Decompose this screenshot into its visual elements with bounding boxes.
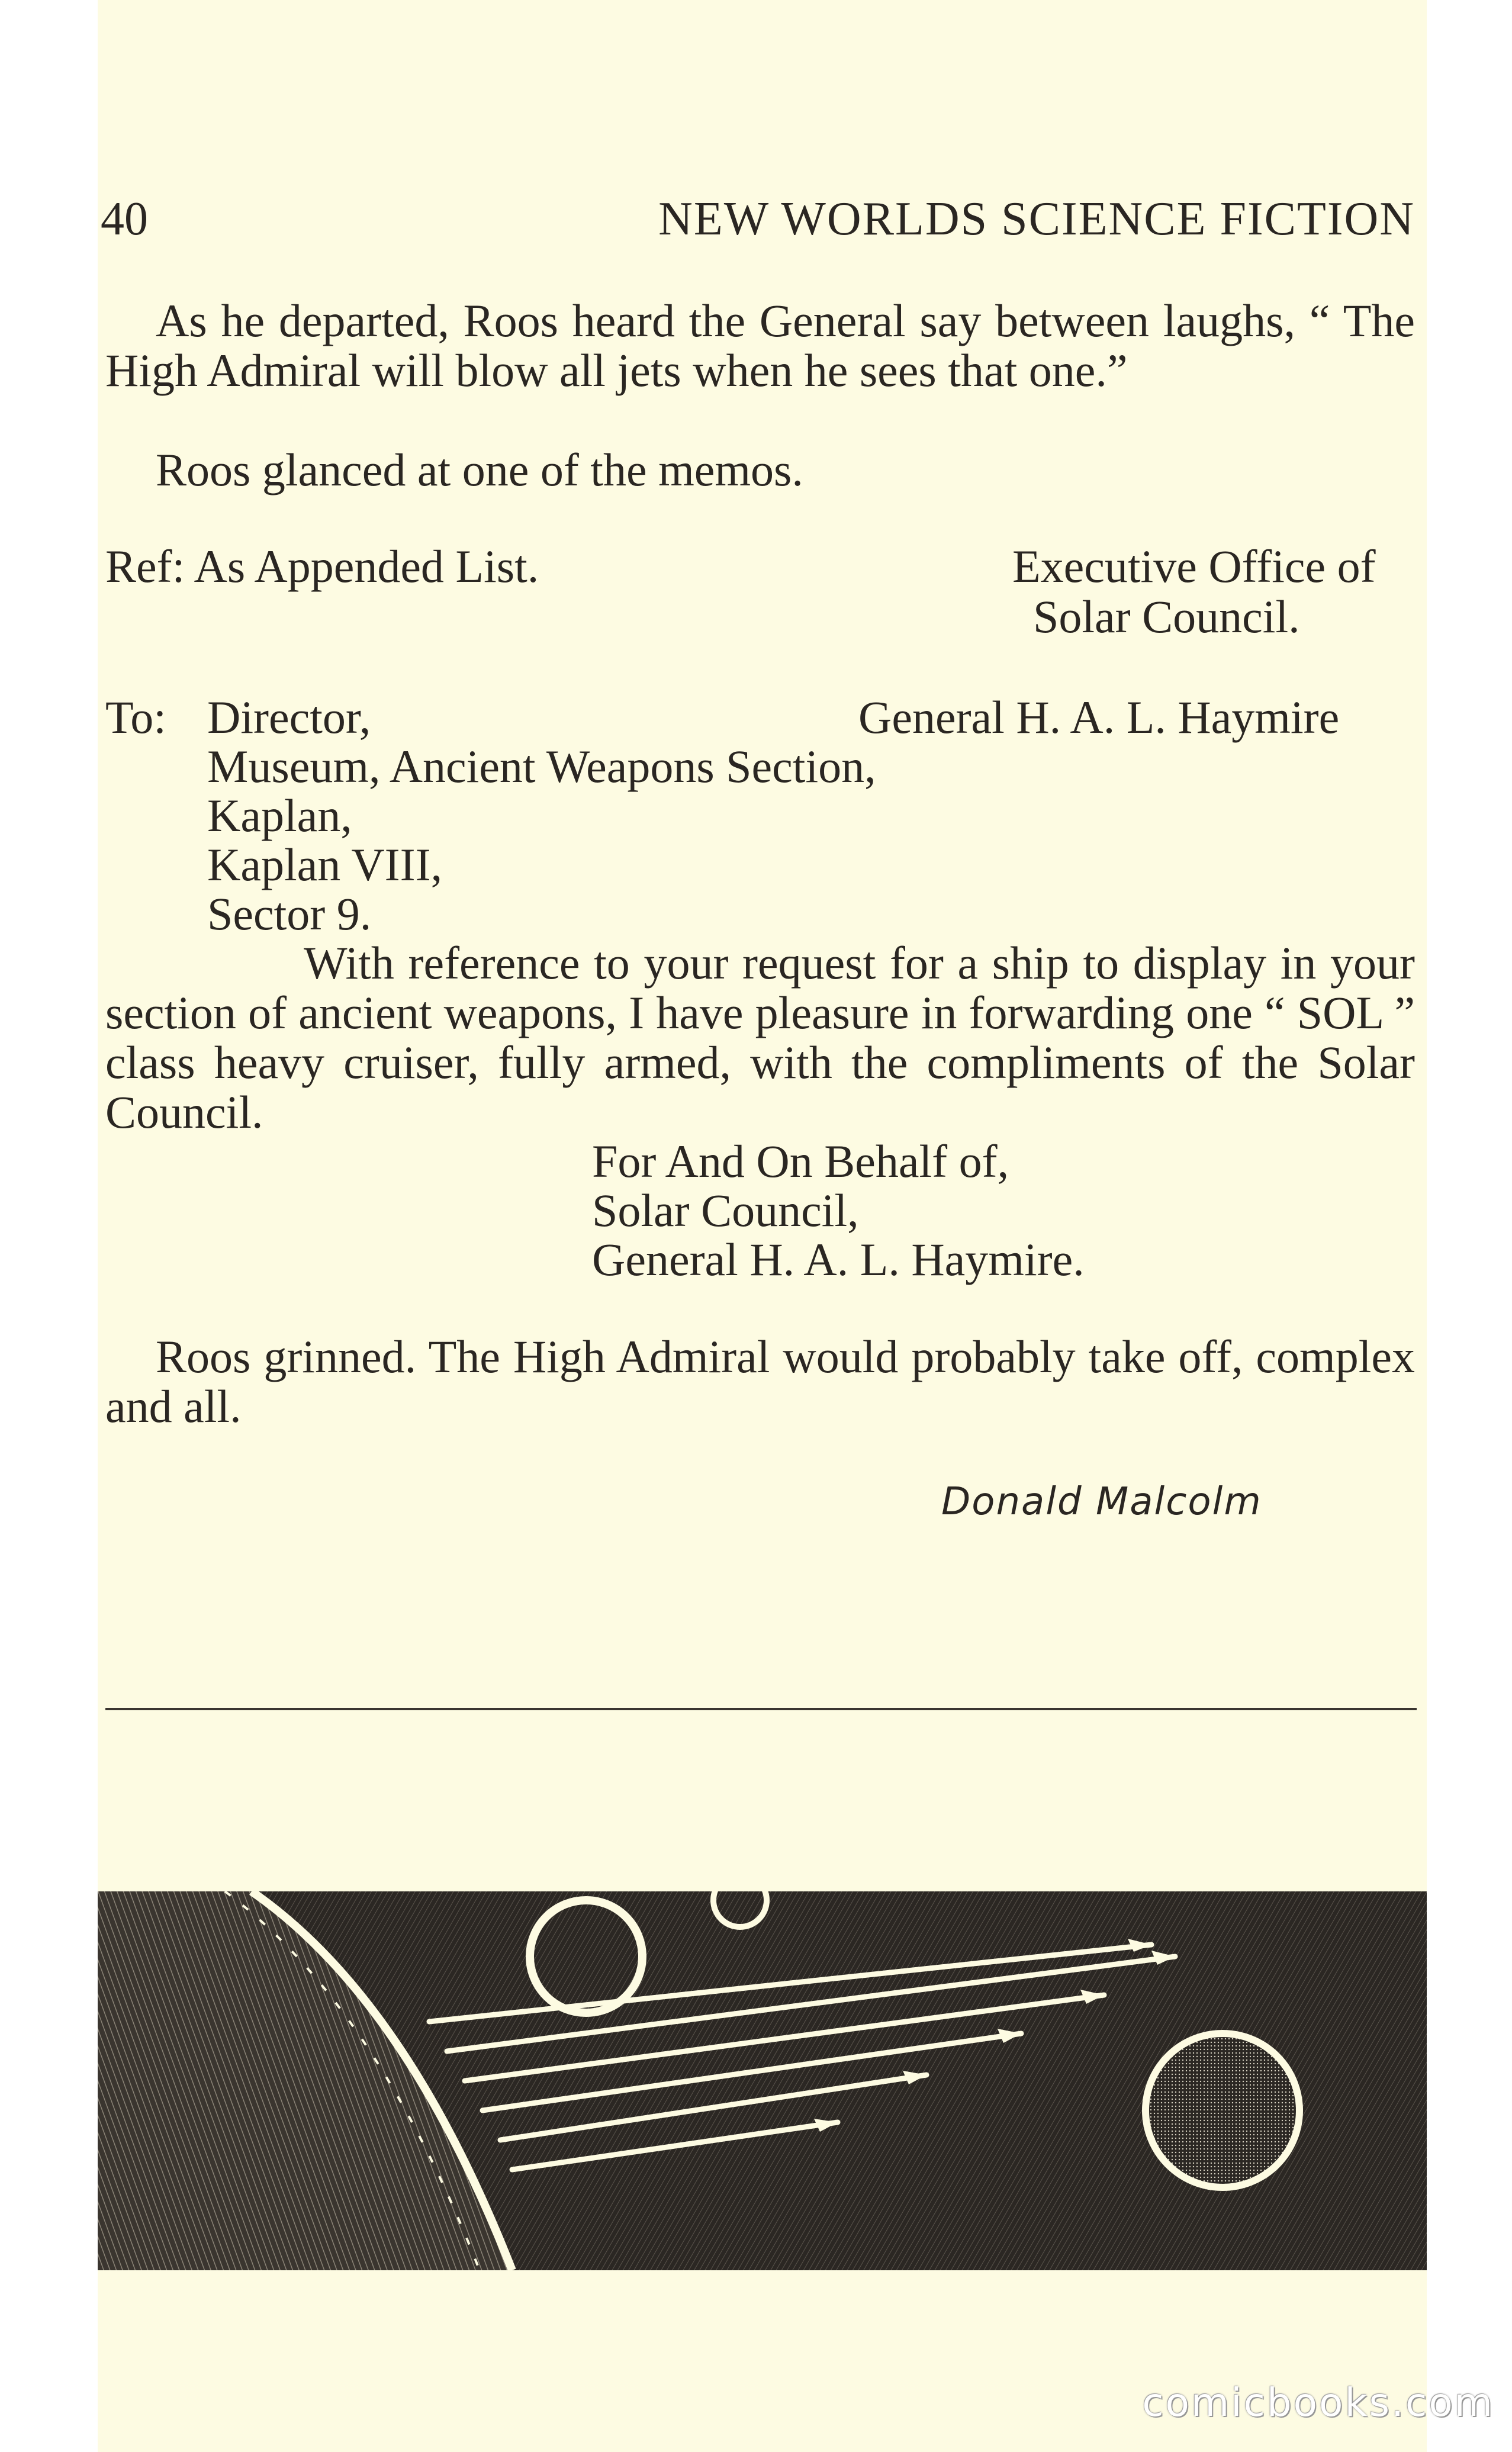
memo-ref: Ref: As Appended List. bbox=[105, 540, 539, 592]
paragraph-final: Roos grinned. The High Admiral would probably take off, complex and all. bbox=[105, 1331, 1415, 1432]
memo-office-line1: Executive Office of bbox=[1012, 540, 1376, 592]
memo-to-line: Museum, Ancient Weapons Section, bbox=[207, 741, 876, 792]
author-signature: Donald Malcolm bbox=[941, 1480, 1262, 1524]
memo-closing-line: For And On Behalf of, bbox=[592, 1135, 1009, 1187]
memo-to-line: Kaplan, bbox=[207, 790, 352, 841]
page-header bbox=[101, 192, 1415, 258]
space-illustration bbox=[98, 1891, 1427, 2270]
memo-to-line: Sector 9. bbox=[207, 888, 372, 939]
memo-to-label: To: bbox=[105, 691, 166, 743]
watermark: comicbooks.com bbox=[1142, 2380, 1494, 2425]
memo-body: With reference to your request for a ship to display in your section of ancient weapons, I have pleasure in forwarding one “ SOL ” class heavy cruiser, fully armed, with the compliments of the Solar Council. bbox=[105, 937, 1415, 1138]
section-divider bbox=[105, 1708, 1417, 1710]
memo-closing-line: Solar Council, bbox=[592, 1185, 859, 1236]
paragraph-memos: Roos glanced at one of the memos. bbox=[156, 444, 803, 495]
page-number: 40 bbox=[101, 193, 148, 245]
memo-office-line2: Solar Council. bbox=[1033, 591, 1300, 642]
memo-from-name: General H. A. L. Haymire bbox=[858, 691, 1340, 743]
memo-to-line: Kaplan VIII, bbox=[207, 839, 443, 890]
memo-closing-line: General H. A. L. Haymire. bbox=[592, 1234, 1085, 1285]
paragraph-departure: As he departed, Roos heard the General say between laughs, “ The High Admiral will blow all jets when he sees that one.” bbox=[105, 295, 1415, 396]
memo-to-line: Director, bbox=[207, 691, 371, 743]
running-title: NEW WORLDS SCIENCE FICTION bbox=[658, 193, 1415, 245]
